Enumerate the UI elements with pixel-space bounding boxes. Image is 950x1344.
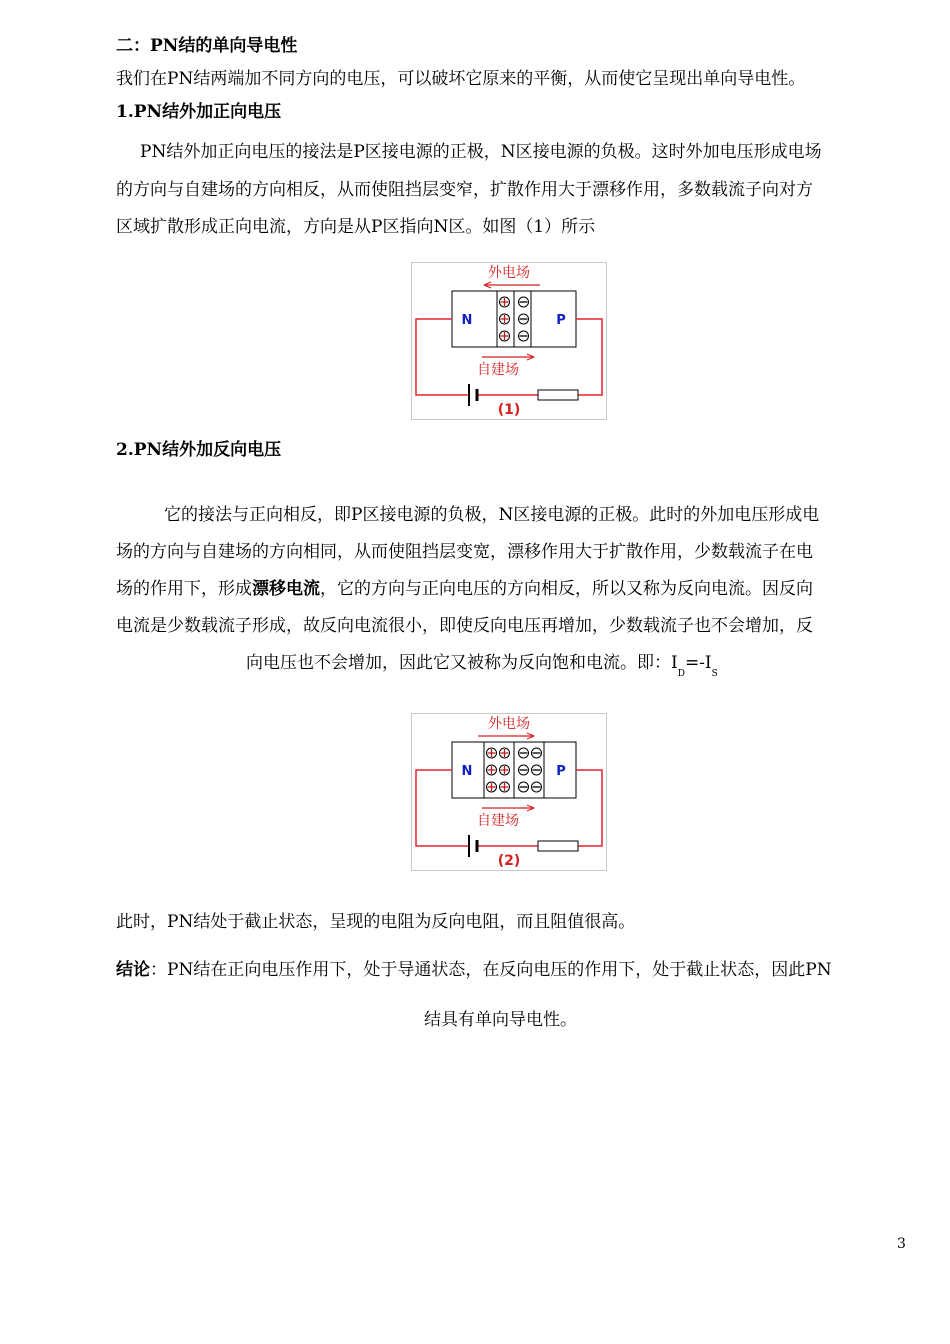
resistor (538, 841, 578, 851)
pn-junction-reverse-diagram (412, 714, 606, 870)
builtin-field-label: 自建场 (477, 813, 519, 829)
external-field-label: 外电场 (488, 716, 530, 732)
figure-reverse-bias (411, 713, 607, 871)
conclusion-text: ：PN结在正向电压作用下，处于导通状态，在反向电压的作用下，处于截止状态，因此PN (150, 960, 832, 980)
reverse-para-line-5 (246, 651, 718, 686)
p-region-label: P (556, 764, 566, 779)
figure-caption: (2) (497, 853, 521, 869)
forward-para-line-3: 区域扩散形成正向电流，方向是从P区指向N区。如图（1）所示 (116, 217, 596, 237)
external-field-label: 外电场 (488, 265, 530, 281)
sub-s: S (711, 669, 718, 679)
intro-text: 我们在PN结两端加不同方向的电压，可以破坏它原来的平衡，从而使它呈现出单向导电性。 (116, 69, 806, 89)
wire-right (576, 770, 602, 846)
reverse-para-line-1: 它的接法与正向相反，即P区接电源的负极，N区接电源的正极。此时的外加电压形成电 (164, 505, 820, 525)
reverse-para-line-3 (116, 577, 813, 601)
conclusion-line-2: 结具有单向导电性。 (424, 1010, 577, 1030)
section-title: 二：PN结的单向导电性 (116, 36, 298, 56)
forward-para-line-1: PN结外加正向电压的接法是P区接电源的正极，N区接电源的负极。这时外加电压形成电场 (140, 142, 822, 162)
reverse-line3-post: ，它的方向与正向电压的方向相反，所以又称为反向电流。因反向 (320, 579, 813, 599)
drift-current-term: 漂移电流 (252, 579, 320, 599)
reverse-line5-pre: 向电压也不会增加，因此它又被称为反向饱和电流。即：I (246, 653, 678, 673)
p-region-label: P (556, 313, 566, 328)
reverse-para-line-2: 场的方向与自建场的方向相同，从而使阻挡层变宽，漂移作用大于扩散作用，少数载流子在电 (116, 542, 813, 562)
forward-para-line-2: 的方向与自建场的方向相反，从而使阻挡层变窄，扩散作用大于漂移作用，多数载流子向对方 (116, 180, 813, 200)
resistor (538, 390, 578, 400)
n-region-label: N (461, 313, 473, 328)
reverse-line3-pre: 场的作用下，形成 (116, 579, 252, 599)
wire-right (576, 319, 602, 395)
sub-d: D (677, 669, 685, 679)
builtin-field-label: 自建场 (477, 362, 519, 378)
n-region-label: N (461, 764, 473, 779)
reverse-line5-mid: =-I (684, 653, 712, 673)
figure-forward-bias (411, 262, 607, 420)
conclusion-label: 结论 (116, 960, 150, 980)
page-number: 3 (897, 1236, 906, 1252)
cutoff-text: 此时，PN结处于截止状态，呈现的电阻为反向电阻，而且阻值很高。 (116, 912, 636, 932)
reverse-heading: 2.PN结外加反向电压 (116, 440, 282, 460)
pn-junction-forward-diagram (412, 263, 606, 419)
forward-heading: 1.PN结外加正向电压 (116, 102, 282, 122)
conclusion-line-1 (116, 958, 832, 982)
reverse-para-line-4: 电流是少数载流子形成，故反向电流很小，即使反向电压再增加，少数载流子也不会增加，反 (116, 616, 813, 636)
figure-caption: (1) (497, 402, 521, 418)
